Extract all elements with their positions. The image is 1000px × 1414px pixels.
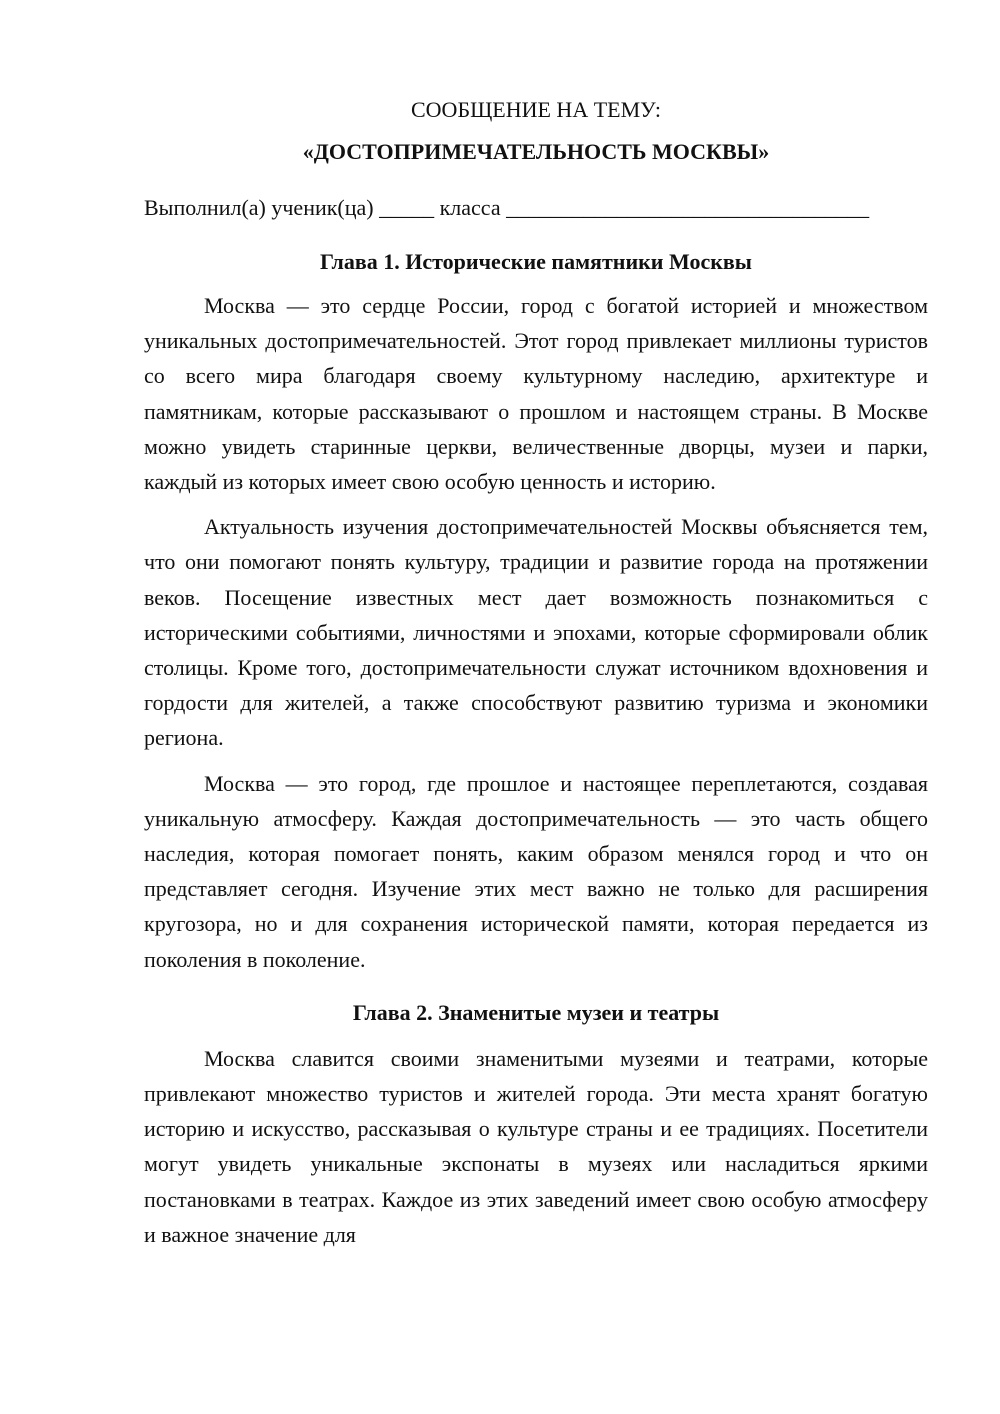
chapter-2-paragraph-1: Москва славится своими знаменитыми музеями и театрами, которые привлекают множество туристов и жителей города. Эти места хранят богатую историю и искусство, рассказывая о культуре страны и ее традициях. Посетители могут увидеть уникальные экспонаты в музеях или насладиться яркими постановками в театрах. Каждое из этих заведений имеет свою особую атмосферу и важное значение для — [144, 1045, 928, 1247]
chapter-2-heading: Глава 2. Знаменитые музеи и театры — [352, 999, 720, 1025]
chapter-1-paragraph-1: Москва — это сердце России, город с богатой историей и множеством уникальных достопримечательностей. Этот город привлекает миллионы туристов со всего мира благодаря своему культурному наследию, архитектуре и памятникам, которые рассказывают о прошлом и настоящем страны. В Москве можно увидеть старинные церкви, величественные дворцы, музеи и парки, каждый из которых имеет свою особую ценность и историю. — [144, 293, 928, 495]
chapter-1-paragraph-3: Москва — это город, где прошлое и настоящее переплетаются, создавая уникальную атмосферу. Каждая достопримечательность — это часть общего наследия, которая помогает понять, каким образом менялся город и что он представляет сегодня. Изучение этих мест важно не только для расширения кругозора, но и для сохранения исторической памяти, которая передается из поколения в поколение. — [144, 770, 928, 972]
chapter-1-paragraph-2: Актуальность изучения достопримечательностей Москвы объясняется тем, что они помогают понять культуру, традиции и развитие города на протяжении веков. Посещение известных мест дает возможность познакомиться с историческими событиями, личностями и эпохами, которые сформировали облик столицы. Кроме того, достопримечательности служат источником вдохновения и гордости для жителей, а также способствуют развитию туризма и экономики региона. — [144, 514, 928, 751]
document-body — [144, 92, 928, 1252]
document-title-line-1: СООБЩЕНИЕ НА ТЕМУ: — [411, 97, 661, 122]
document-title-line-2: «ДОСТОПРИМЕЧАТЕЛЬНОСТЬ МОСКВЫ» — [302, 139, 770, 164]
author-line: Выполнил(а) ученик(ца) _____ класса _________________________________ — [144, 195, 870, 220]
chapter-1-heading: Глава 1. Исторические памятники Москвы — [320, 249, 752, 274]
